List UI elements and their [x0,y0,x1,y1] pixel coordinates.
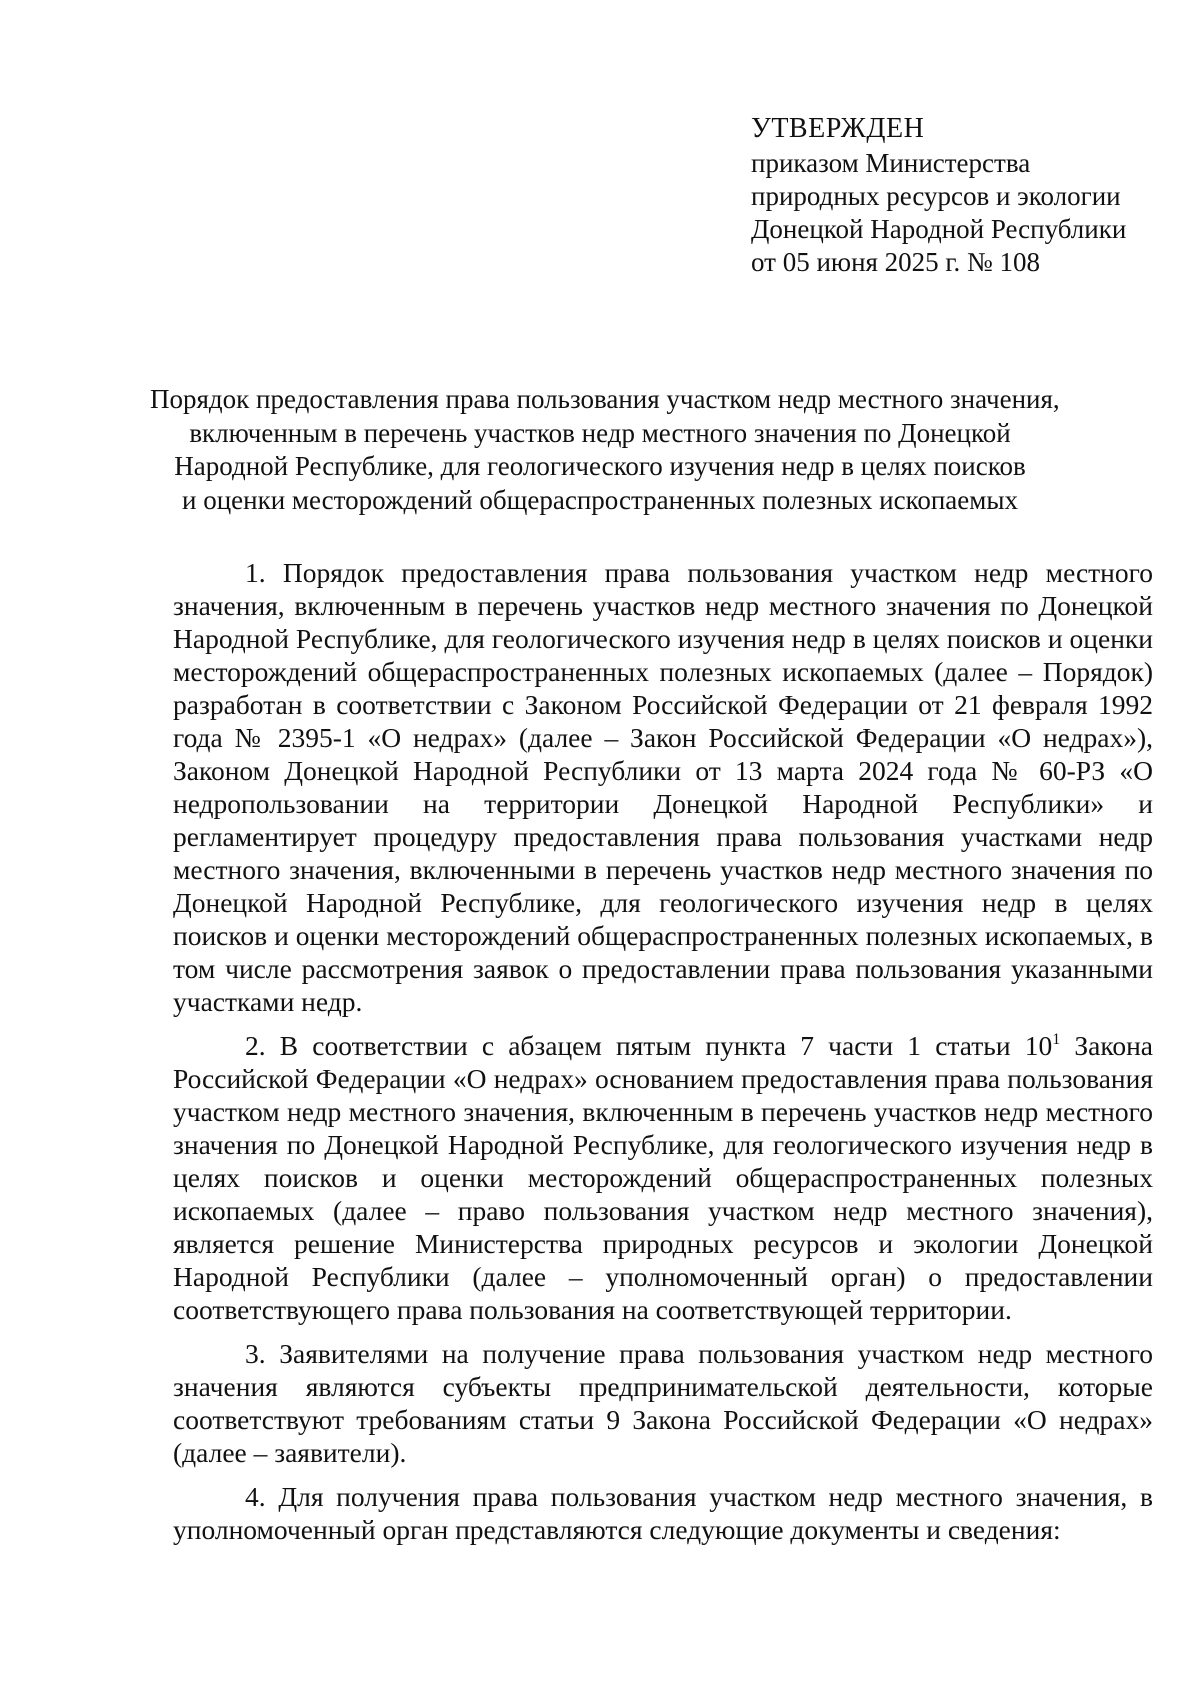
approval-date-line: от 05 июня 2025 г. № 108 [751,247,1040,277]
paragraph-2-text-end: Закона Российской Федерации «О недрах» основанием предоставления права пользования участком недр местного значения, включенным в перечень участков недр местного значения по Донецкой Народной Республике, для геологического изучения недр в целях поисков и оценки месторождений общераспространенных полезных ископаемых (далее – право пользования участком недр местного значения), является решение Министерства природных ресурсов и экологии Донецкой Народной Республики (далее – уполномоченный орган) о предоставлении соответствующего права пользования на соответствующей территории. [173,1030,1153,1325]
approval-block [751,112,1171,279]
paragraph-2-text-start: 2. В соответствии с абзацем пятым пункта 7 части 1 статьи 10 [245,1030,1053,1061]
document-title [150,383,1060,517]
approval-line: приказом Министерства [751,148,1031,178]
title-line: включенным в перечень участков недр местного значения по Донецкой [189,417,1011,448]
title-line: Порядок предоставления права пользования участком недр местного значения, [150,384,1060,414]
paragraph-1: 1. Порядок предоставления права пользования участком недр местного значения, включенным в перечень участков недр местного значения по Донецкой Народной Республике, для геологического изучения недр в целях поисков и оценки месторождений общераспространенных полезных ископаемых (далее – Порядок) разработан в соответствии с Законом Российской Федерации от 21 февраля 1992 года № 2395-1 «О недрах» (далее – Закон Российской Федерации «О недрах»), Законом Донецкой Народной Республики от 13 марта 2024 года № 60-РЗ «О недропользовании на территории Донецкой Народной Республики» и регламентирует процедуру предоставления права пользования участками недр местного значения, включенными в перечень участков недр местного значения по Донецкой Народной Республике, для геологического изучения недр в целях поисков и оценки месторождений общераспространенных полезных ископаемых, в том числе рассмотрения заявок о предоставлении права пользования указанными участками недр. [173,557,1153,1017]
paragraph-4: 4. Для получения права пользования участком недр местного значения, в уполномоченный орган представляются следующие документы и сведения: [173,1481,1153,1545]
title-line: и оценки месторождений общераспространенных полезных ископаемых [182,484,1018,515]
approval-heading: УТВЕРЖДЕН [751,113,925,144]
article-superscript: 1 [1052,1031,1061,1048]
title-line: Народной Республике, для геологического изучения недр в целях поисков [174,451,1026,481]
paragraph-2 [173,1029,1153,1326]
approval-line: природных ресурсов и экологии [751,181,1121,211]
document-body [173,556,1153,1557]
paragraph-3: 3. Заявителями на получение права пользования участком недр местного значения являются субъекты предпринимательской деятельности, которые соответствуют требованиям статьи 9 Закона Российской Федерации «О недрах» (далее – заявители). [173,1338,1153,1468]
approval-line: Донецкой Народной Республики [751,214,1127,244]
